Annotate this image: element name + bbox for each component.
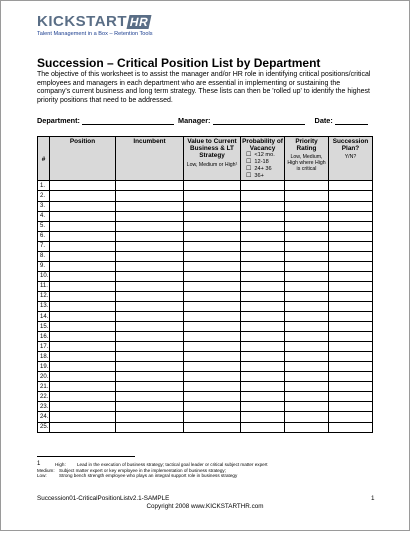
incumbent-cell[interactable] xyxy=(116,221,184,231)
value-cell[interactable] xyxy=(184,392,241,402)
incumbent-cell[interactable] xyxy=(116,342,184,352)
date-label: Date: xyxy=(314,116,333,125)
probability-cell[interactable] xyxy=(241,362,285,372)
probability-cell[interactable] xyxy=(241,201,285,211)
succession-cell[interactable] xyxy=(329,332,373,342)
priority-cell[interactable] xyxy=(285,251,329,261)
priority-cell[interactable] xyxy=(285,231,329,241)
value-cell[interactable] xyxy=(184,412,241,422)
value-cell[interactable] xyxy=(184,372,241,382)
succession-cell[interactable] xyxy=(329,312,373,322)
row-number: 7. xyxy=(38,241,50,251)
incumbent-cell[interactable] xyxy=(116,201,184,211)
header-fields xyxy=(37,116,368,125)
position-cell[interactable] xyxy=(50,211,116,221)
probability-cell[interactable] xyxy=(241,372,285,382)
priority-cell[interactable] xyxy=(285,352,329,362)
date-field[interactable] xyxy=(335,116,368,125)
row-number: 11. xyxy=(38,281,50,291)
incumbent-cell[interactable] xyxy=(116,402,184,412)
succession-cell[interactable] xyxy=(329,211,373,221)
row-number: 17. xyxy=(38,342,50,352)
footer-page-number: 1 xyxy=(371,495,375,502)
col-header-value xyxy=(184,137,241,181)
table-row xyxy=(38,191,373,201)
intro-paragraph: The objective of this worksheet is to assist the manager and/or HR role in identifying critical positions/critical employees and managers in each department who are essential in implementing or sustaining the company's current business and long term strategy. These lists can then be 'rolled up' to identify the highest priority positions that need to be addressed. xyxy=(37,71,371,105)
incumbent-cell[interactable] xyxy=(116,191,184,201)
table-row xyxy=(38,362,373,372)
position-cell[interactable] xyxy=(50,332,116,342)
table-row xyxy=(38,402,373,412)
table-row xyxy=(38,211,373,221)
page-title: Succession – Critical Position List by Department xyxy=(37,56,321,70)
value-cell[interactable] xyxy=(184,402,241,412)
value-cell[interactable] xyxy=(184,342,241,352)
probability-cell[interactable] xyxy=(241,221,285,231)
position-cell[interactable] xyxy=(50,382,116,392)
succession-cell[interactable] xyxy=(329,301,373,311)
probability-options xyxy=(241,152,284,180)
probability-cell[interactable] xyxy=(241,382,285,392)
incumbent-cell[interactable] xyxy=(116,422,184,432)
row-number: 20. xyxy=(38,372,50,382)
succession-cell[interactable] xyxy=(329,261,373,271)
col-header-succession-title: Succession Plan? xyxy=(332,138,369,153)
incumbent-cell[interactable] xyxy=(116,352,184,362)
incumbent-cell[interactable] xyxy=(116,392,184,402)
value-cell[interactable] xyxy=(184,261,241,271)
row-number: 4. xyxy=(38,211,50,221)
value-cell[interactable] xyxy=(184,312,241,322)
row-number: 19. xyxy=(38,362,50,372)
succession-cell[interactable] xyxy=(329,191,373,201)
incumbent-cell[interactable] xyxy=(116,291,184,301)
probability-cell[interactable] xyxy=(241,402,285,412)
position-cell[interactable] xyxy=(50,281,116,291)
incumbent-cell[interactable] xyxy=(116,241,184,251)
col-header-priority-sub: Low, Medium, High where High is critical xyxy=(287,154,326,173)
footnote-divider xyxy=(37,456,135,457)
position-cell[interactable] xyxy=(50,342,116,352)
value-cell[interactable] xyxy=(184,281,241,291)
table-row xyxy=(38,241,373,251)
value-cell[interactable] xyxy=(184,191,241,201)
incumbent-cell[interactable] xyxy=(116,251,184,261)
priority-cell[interactable] xyxy=(285,201,329,211)
table-row xyxy=(38,382,373,392)
position-cell[interactable] xyxy=(50,412,116,422)
incumbent-cell[interactable] xyxy=(116,181,184,191)
succession-cell[interactable] xyxy=(329,372,373,382)
manager-field[interactable] xyxy=(213,116,305,125)
probability-cell[interactable] xyxy=(241,261,285,271)
table-row xyxy=(38,301,373,311)
table-row xyxy=(38,281,373,291)
priority-cell[interactable] xyxy=(285,211,329,221)
value-cell[interactable] xyxy=(184,382,241,392)
succession-cell[interactable] xyxy=(329,342,373,352)
incumbent-cell[interactable] xyxy=(116,372,184,382)
succession-cell[interactable] xyxy=(329,291,373,301)
incumbent-cell[interactable] xyxy=(116,261,184,271)
incumbent-cell[interactable] xyxy=(116,412,184,422)
succession-cell[interactable] xyxy=(329,231,373,241)
probability-option[interactable]: ☐ <12 mo. xyxy=(246,152,284,159)
priority-cell[interactable] xyxy=(285,261,329,271)
footer-copyright: Copyright 2008 www.KICKSTARTHR.com xyxy=(146,503,264,510)
position-cell[interactable] xyxy=(50,231,116,241)
priority-cell[interactable] xyxy=(285,342,329,352)
col-header-succession xyxy=(329,137,373,181)
col-header-priority xyxy=(285,137,329,181)
footnote-marker: 1 xyxy=(37,461,41,467)
incumbent-cell[interactable] xyxy=(116,362,184,372)
value-cell[interactable] xyxy=(184,301,241,311)
priority-cell[interactable] xyxy=(285,372,329,382)
probability-cell[interactable] xyxy=(241,251,285,261)
incumbent-cell[interactable] xyxy=(116,312,184,322)
probability-cell[interactable] xyxy=(241,291,285,301)
probability-cell[interactable] xyxy=(241,352,285,362)
value-cell[interactable] xyxy=(184,291,241,301)
succession-cell[interactable] xyxy=(329,221,373,231)
probability-option[interactable]: ☐ 36+ xyxy=(246,173,284,180)
department-label: Department: xyxy=(37,116,80,125)
position-cell[interactable] xyxy=(50,251,116,261)
succession-cell[interactable] xyxy=(329,181,373,191)
brand-tagline: Talent Management in a Box – Retention Tools xyxy=(37,31,153,37)
incumbent-cell[interactable] xyxy=(116,211,184,221)
kickstart-hr-logo xyxy=(37,13,150,30)
position-cell[interactable] xyxy=(50,372,116,382)
value-cell[interactable] xyxy=(184,271,241,281)
value-cell[interactable] xyxy=(184,231,241,241)
priority-cell[interactable] xyxy=(285,312,329,322)
col-header-value-sub: Low, Medium or High¹ xyxy=(186,161,238,168)
succession-cell[interactable] xyxy=(329,201,373,211)
row-number: 16. xyxy=(38,332,50,342)
row-number: 12. xyxy=(38,291,50,301)
value-cell[interactable] xyxy=(184,211,241,221)
row-number: 22. xyxy=(38,392,50,402)
position-cell[interactable] xyxy=(50,312,116,322)
priority-cell[interactable] xyxy=(285,422,329,432)
manager-label: Manager: xyxy=(178,116,211,125)
col-header-probability-title: Probability of Vacancy xyxy=(242,138,283,153)
priority-cell[interactable] xyxy=(285,281,329,291)
footnote-low xyxy=(37,473,367,479)
row-number: 13. xyxy=(38,301,50,311)
priority-cell[interactable] xyxy=(285,322,329,332)
position-cell[interactable] xyxy=(50,392,116,402)
probability-cell[interactable] xyxy=(241,342,285,352)
col-header-position: Position xyxy=(50,137,116,181)
priority-cell[interactable] xyxy=(285,221,329,231)
value-cell[interactable] xyxy=(184,352,241,362)
succession-cell[interactable] xyxy=(329,412,373,422)
position-cell[interactable] xyxy=(50,261,116,271)
succession-cell[interactable] xyxy=(329,382,373,392)
priority-cell[interactable] xyxy=(285,412,329,422)
succession-cell[interactable] xyxy=(329,362,373,372)
probability-cell[interactable] xyxy=(241,241,285,251)
position-cell[interactable] xyxy=(50,322,116,332)
probability-option[interactable]: ☐ 24+ 36 xyxy=(246,166,284,173)
table-header-row xyxy=(38,137,373,181)
incumbent-cell[interactable] xyxy=(116,322,184,332)
row-number: 5. xyxy=(38,221,50,231)
footnote-medium-label: Medium: xyxy=(37,467,55,473)
row-number: 15. xyxy=(38,322,50,332)
succession-cell[interactable] xyxy=(329,402,373,412)
department-field[interactable] xyxy=(82,116,174,125)
table-row xyxy=(38,231,373,241)
logo-word: KICKSTART xyxy=(37,13,128,30)
row-number: 2. xyxy=(38,191,50,201)
table-row xyxy=(38,352,373,362)
probability-cell[interactable] xyxy=(241,322,285,332)
priority-cell[interactable] xyxy=(285,332,329,342)
row-number: 10. xyxy=(38,271,50,281)
probability-cell[interactable] xyxy=(241,332,285,342)
succession-cell[interactable] xyxy=(329,241,373,251)
value-cell[interactable] xyxy=(184,181,241,191)
position-cell[interactable] xyxy=(50,352,116,362)
priority-cell[interactable] xyxy=(285,271,329,281)
table-row xyxy=(38,412,373,422)
footnote xyxy=(37,462,367,479)
logo-mark: HR xyxy=(127,15,152,29)
position-cell[interactable] xyxy=(50,422,116,432)
succession-cell[interactable] xyxy=(329,281,373,291)
value-cell[interactable] xyxy=(184,322,241,332)
succession-cell[interactable] xyxy=(329,322,373,332)
row-number: 14. xyxy=(38,312,50,322)
col-header-succession-sub: Y/N? xyxy=(344,154,357,161)
probability-cell[interactable] xyxy=(241,231,285,241)
row-number: 6. xyxy=(38,231,50,241)
row-number: 9. xyxy=(38,261,50,271)
probability-cell[interactable] xyxy=(241,181,285,191)
incumbent-cell[interactable] xyxy=(116,301,184,311)
table-row xyxy=(38,201,373,211)
probability-cell[interactable] xyxy=(241,312,285,322)
table-row xyxy=(38,392,373,402)
footnote-medium-text: Subject matter expert or key employee in the implementation of business strategy; xyxy=(59,467,226,473)
position-cell[interactable] xyxy=(50,241,116,251)
value-cell[interactable] xyxy=(184,241,241,251)
table-row xyxy=(38,291,373,301)
succession-cell[interactable] xyxy=(329,392,373,402)
row-number: 18. xyxy=(38,352,50,362)
row-number: 8. xyxy=(38,251,50,261)
table-row xyxy=(38,312,373,322)
succession-cell[interactable] xyxy=(329,251,373,261)
value-cell[interactable] xyxy=(184,332,241,342)
incumbent-cell[interactable] xyxy=(116,231,184,241)
incumbent-cell[interactable] xyxy=(116,382,184,392)
probability-option[interactable]: ☐ 12-18 xyxy=(246,159,284,166)
probability-cell[interactable] xyxy=(241,281,285,291)
table-row xyxy=(38,221,373,231)
row-number: 25. xyxy=(38,422,50,432)
succession-cell[interactable] xyxy=(329,352,373,362)
position-cell[interactable] xyxy=(50,291,116,301)
table-row xyxy=(38,372,373,382)
col-header-incumbent: Incumbent xyxy=(116,137,184,181)
footnote-high-text: Lead in the execution of business strategy; tactical goal leader or critical subject matter expert xyxy=(77,462,268,467)
succession-cell[interactable] xyxy=(329,271,373,281)
position-cell[interactable] xyxy=(50,271,116,281)
value-cell[interactable] xyxy=(184,251,241,261)
table-row xyxy=(38,422,373,432)
col-header-probability xyxy=(241,137,285,181)
col-header-priority-title: Priority Rating xyxy=(295,138,318,153)
table-row xyxy=(38,261,373,271)
critical-position-table xyxy=(37,136,373,433)
probability-cell[interactable] xyxy=(241,271,285,281)
row-number: 3. xyxy=(38,201,50,211)
position-cell[interactable] xyxy=(50,191,116,201)
table-row xyxy=(38,332,373,342)
row-number: 21. xyxy=(38,382,50,392)
priority-cell[interactable] xyxy=(285,392,329,402)
priority-cell[interactable] xyxy=(285,241,329,251)
priority-cell[interactable] xyxy=(285,191,329,201)
row-number: 24. xyxy=(38,412,50,422)
table-row xyxy=(38,251,373,261)
value-cell[interactable] xyxy=(184,221,241,231)
priority-cell[interactable] xyxy=(285,362,329,372)
table-row xyxy=(38,271,373,281)
succession-cell[interactable] xyxy=(329,422,373,432)
table-row xyxy=(38,322,373,332)
table-body xyxy=(38,181,373,432)
value-cell[interactable] xyxy=(184,422,241,432)
incumbent-cell[interactable] xyxy=(116,271,184,281)
priority-cell[interactable] xyxy=(285,291,329,301)
table-row xyxy=(38,181,373,191)
probability-cell[interactable] xyxy=(241,392,285,402)
probability-cell[interactable] xyxy=(241,211,285,221)
table-row xyxy=(38,342,373,352)
row-number: 1. xyxy=(38,181,50,191)
value-cell[interactable] xyxy=(184,362,241,372)
footnote-low-text: Strong bench strength employee who plays an integral support role in business strategy xyxy=(59,473,238,479)
position-cell[interactable] xyxy=(50,301,116,311)
position-cell[interactable] xyxy=(50,362,116,372)
incumbent-cell[interactable] xyxy=(116,281,184,291)
priority-cell[interactable] xyxy=(285,382,329,392)
position-cell[interactable] xyxy=(50,402,116,412)
probability-cell[interactable] xyxy=(241,422,285,432)
footer-filename: Succession01-CriticalPositionListv2.1-SAMPLE xyxy=(37,495,170,502)
probability-cell[interactable] xyxy=(241,191,285,201)
priority-cell[interactable] xyxy=(285,301,329,311)
probability-cell[interactable] xyxy=(241,301,285,311)
col-header-value-title: Value to Current Business & LT Strategy xyxy=(187,138,237,160)
value-cell[interactable] xyxy=(184,201,241,211)
position-cell[interactable] xyxy=(50,201,116,211)
priority-cell[interactable] xyxy=(285,402,329,412)
footnote-high-label: High: xyxy=(55,462,66,467)
priority-cell[interactable] xyxy=(285,181,329,191)
footnote-low-label: Low: xyxy=(37,473,47,479)
probability-cell[interactable] xyxy=(241,412,285,422)
row-number: 23. xyxy=(38,402,50,412)
col-header-number: # xyxy=(38,137,50,181)
position-cell[interactable] xyxy=(50,181,116,191)
incumbent-cell[interactable] xyxy=(116,332,184,342)
position-cell[interactable] xyxy=(50,221,116,231)
